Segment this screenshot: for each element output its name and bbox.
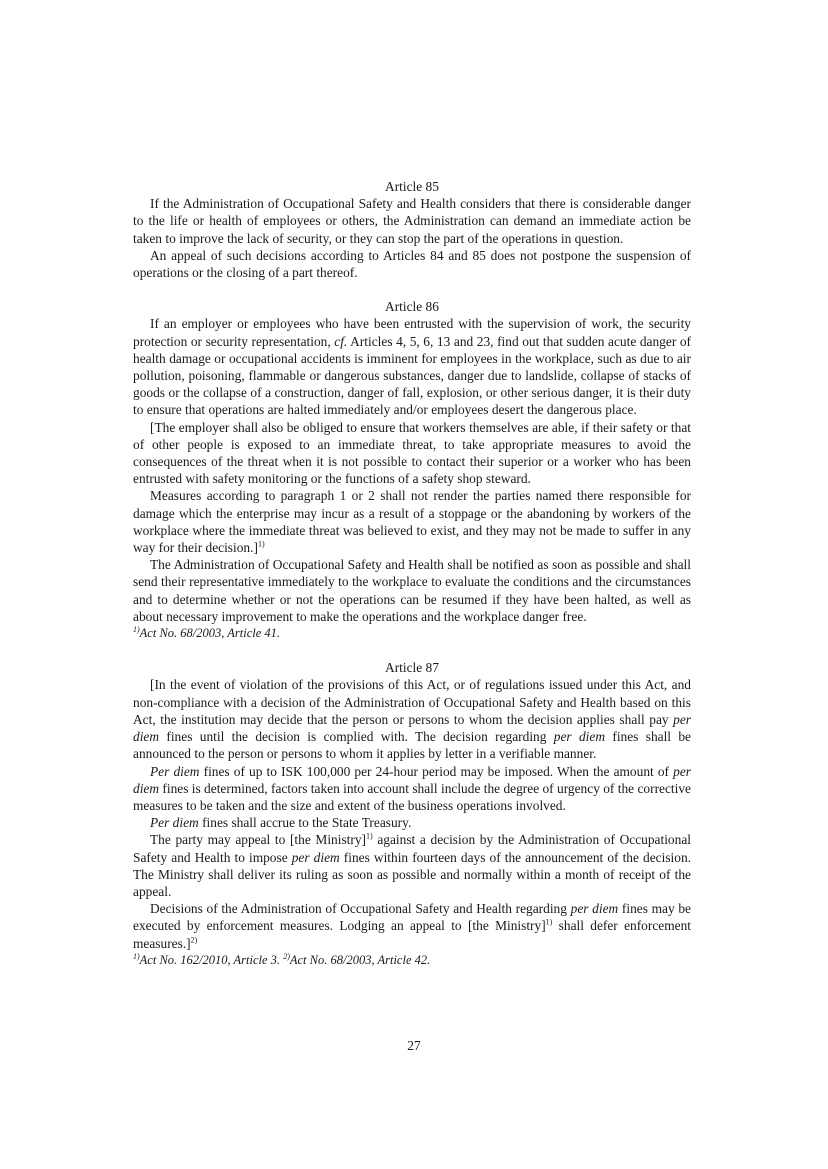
article-87-paragraph-1: [133, 676, 691, 762]
footnote-marker: 1): [133, 951, 140, 961]
page-body: [133, 178, 691, 969]
text-run-italic: per diem: [570, 901, 619, 917]
article-85-paragraph-1: If the Administration of Occupational Safety and Health considers that there is considerable danger to the life or health of employees or others, the Administration can demand an immediate action be taken to improve the lack of security, or they can stop the part of the operations in question.: [133, 196, 691, 246]
footnote-ref: 1): [257, 539, 265, 549]
footnote-text: Act No. 68/2003, Article 42.: [289, 952, 431, 967]
text-run-italic: Per diem: [150, 763, 200, 779]
text-run: fines shall accrue to the State Treasury.: [198, 815, 412, 831]
article-86-paragraph-1: [133, 315, 691, 418]
text-run: Measures according to paragraph 1 or 2 shall not render the parties named there responsible for damage which the enterprise may incur as a result of a stoppage or the abandoning by workers of the workplace where the immediate threat was believed to exist, and they may not be made to suffer in any way for their decision.]: [133, 488, 691, 556]
article-87-paragraph-4: [133, 831, 691, 900]
text-run: fines may be executed by enforcement measures. Lodging an appeal to [the Ministry]: [133, 901, 692, 934]
text-run: If an employer or employees who have been entrusted with the supervision of work, the security protection or security representation,: [133, 316, 691, 349]
text-run-italic: per diem: [291, 849, 340, 865]
text-run: fines of up to ISK 100,000 per 24-hour period may be imposed. When the amount of: [199, 763, 674, 779]
text-run: [In the event of violation of the provisions of this Act, or of regulations issued under this Act, and non-compliance with a decision of the Administration of Occupational Safety and Health based on this Act, the institution may decide that the person or persons to whom the decision applies shall pay: [133, 677, 691, 727]
article-86-paragraph-2: [The employer shall also be obliged to ensure that workers themselves are able, if their safety or that of other people is exposed to an immediate threat, to take appropriate measures to avoid the consequences of the threat when it is not possible to contact their superior or a worker who has been entrusted with safety monitoring or the functions of a safety shop steward.: [133, 419, 691, 487]
text-run-italic: per diem: [133, 711, 691, 745]
article-85-heading: Article 85: [385, 179, 439, 194]
text-run: Decisions of the Administration of Occupational Safety and Health regarding: [150, 901, 571, 917]
footnote-text: Act No. 68/2003, Article 41.: [139, 626, 281, 641]
text-run-italic: per diem: [553, 729, 606, 745]
article-87-heading: Article 87: [385, 660, 439, 676]
text-run: Articles 4, 5, 6, 13 and 23, find out that sudden acute danger of health damage or occupational accidents is imminent for employees in the workplace, such as due to air pollution, poisoning, flammable or dangerous substances, danger due to landslide, collapse of stacks of goods or the collapse of a construction, danger of fall, explosion, or other serious danger, it is their duty to ensure that operations are halted immediately and/or employees desert the dangerous place.: [133, 333, 691, 418]
footnote-marker: 1): [133, 624, 140, 634]
text-run-italic: cf.: [334, 333, 348, 349]
text-run-italic: Per diem: [150, 815, 199, 831]
text-run: fines within fourteen days of the announcement of the decision. The Ministry shall deliver its ruling as soon as possible and normally within a month of receipt of the appeal.: [133, 849, 691, 899]
footnote-ref: 2): [190, 935, 198, 945]
text-run: fines is determined, factors taken into account shall include the degree of urgency of the corrective measures to be taken and the size and extent of the business operations involved.: [133, 780, 691, 813]
article-86-footnote: [133, 625, 691, 642]
text-run: The party may appeal to [the Ministry]: [150, 832, 367, 848]
article-86-paragraph-4: The Administration of Occupational Safety and Health shall be notified as soon as possible and shall send their representative immediately to the workplace to evaluate the conditions and the circumstances and to determine whether or not the operations can be resumed if they have been halted, as well as about necessary improvement to make the operations and the workplace danger free.: [133, 557, 691, 624]
text-run: shall defer enforcement measures.]: [133, 918, 691, 951]
footnote-text: Act No. 162/2010, Article 3.: [139, 952, 284, 967]
article-87-paragraph-5: [133, 900, 691, 952]
footnote-ref: 1): [545, 917, 553, 927]
text-run-italic: per diem: [133, 763, 691, 796]
article-85-paragraph-2: An appeal of such decisions according to Articles 84 and 85 does not postpone the suspension of operations or the closing of a part thereof.: [133, 247, 691, 281]
text-run: fines shall be announced to the person or persons to whom it applies by letter in a verifiable manner.: [133, 729, 691, 762]
article-87-paragraph-3: [133, 814, 691, 831]
footnote-marker: 2): [283, 951, 290, 961]
article-86-paragraph-3: [133, 487, 691, 556]
article-86-heading: Article 86: [385, 299, 439, 315]
article-87-paragraph-2: [133, 763, 691, 815]
page-number: 27: [407, 1038, 421, 1053]
text-run: fines until the decision is complied with. The decision regarding: [159, 729, 554, 745]
article-87-footnotes: [133, 952, 691, 969]
footnote-ref: 1): [366, 831, 373, 841]
text-run: against a decision by the Administration of Occupational Safety and Health to impose: [133, 832, 691, 865]
